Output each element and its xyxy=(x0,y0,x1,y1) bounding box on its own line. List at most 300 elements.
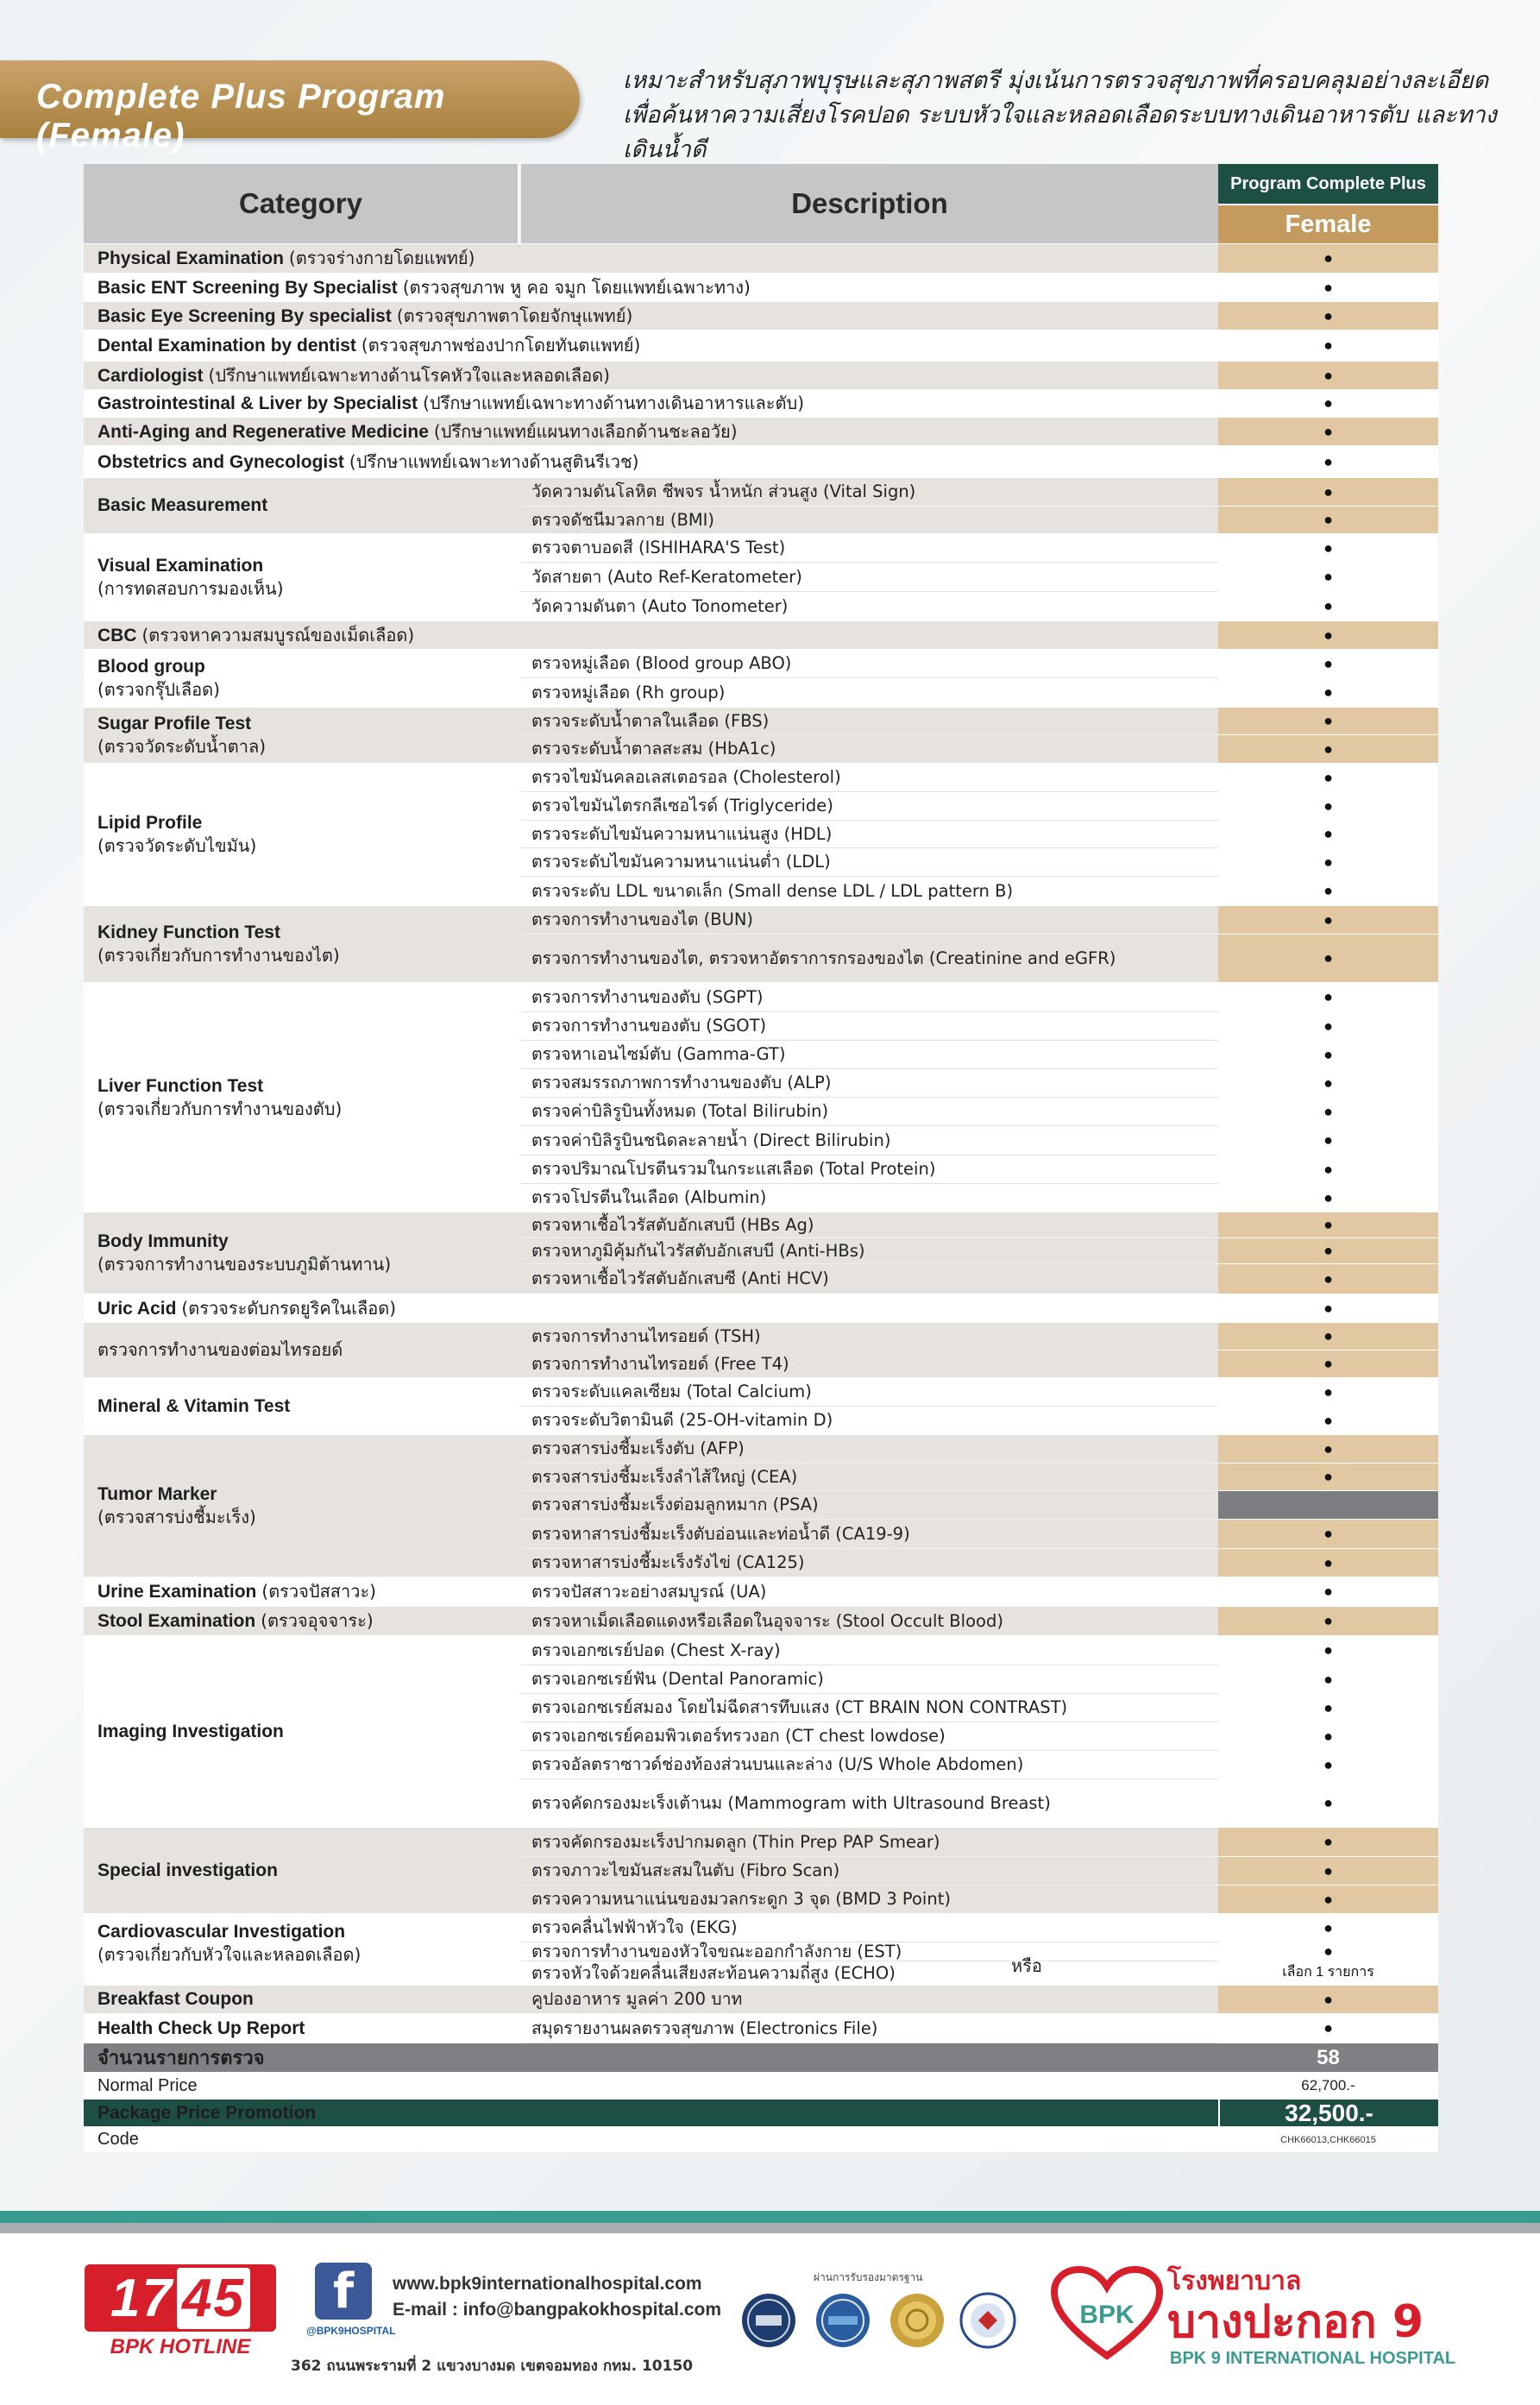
description-line-2: เพื่อค้นหาความเสี่ยงโรคปอด ระบบหัวใจและหลอดเลือดระบบทางเดินอาหารตับ และทางเดินน้ำดี xyxy=(623,102,1497,163)
item-inclusion-mark: เลือก 1 รายการ xyxy=(1218,1961,1438,1986)
row-items xyxy=(521,1323,1438,1378)
row-items xyxy=(521,534,1438,621)
hotline-number-b: 45 xyxy=(177,2268,250,2329)
total-items-row xyxy=(84,2043,1438,2072)
item-description: ตรวจเอกซเรย์สมอง โดยไม่ฉีดสารทึบแสง (CT BRAIN NON CONTRAST) xyxy=(521,1694,1218,1722)
item-inclusion-mark: ● xyxy=(1218,708,1438,735)
promo-price-value: 32,500.- xyxy=(1218,2100,1438,2126)
table-row xyxy=(84,445,1438,477)
row-items xyxy=(521,1986,1438,2014)
table-header xyxy=(84,164,1438,243)
hotline-number xyxy=(85,2264,276,2332)
contact-info xyxy=(393,2271,721,2323)
normal-price-label: Normal Price xyxy=(97,2075,198,2095)
item-row xyxy=(521,1520,1438,1549)
item-description: ตรวจปริมาณโปรตีนรวมในกระแสเลือด (Total Protein) xyxy=(521,1155,1218,1184)
item-inclusion-mark: ● xyxy=(1218,821,1438,848)
promo-price-label: Package Price Promotion xyxy=(97,2102,317,2123)
item-inclusion-mark: ● xyxy=(1218,331,1438,362)
row-category xyxy=(84,906,519,982)
item-description: ตรวจการทำงานของตับ (SGOT) xyxy=(521,1012,1218,1041)
item-row xyxy=(521,1914,1438,1942)
item-row xyxy=(521,1722,1438,1751)
item-description: ตรวจเอกซเรย์ปอด (Chest X-ray) xyxy=(521,1636,1218,1665)
item-description: ตรวจสารบ่งชี้มะเร็งต่อมลูกหมาก (PSA) xyxy=(521,1491,1218,1520)
item-description: วัดสายตา (Auto Ref-Keratometer) xyxy=(521,563,1218,592)
accreditation-seal-icon xyxy=(959,2292,1016,2349)
item-row xyxy=(521,390,1438,418)
facebook-icon[interactable]: f xyxy=(315,2263,372,2320)
row-category xyxy=(84,764,519,905)
item-description: ตรวจระดับน้ำตาลสะสม (HbA1c) xyxy=(521,735,1218,764)
total-items-value: 58 xyxy=(1218,2043,1438,2072)
item-row xyxy=(521,1665,1438,1694)
row-category-subtitle: (ตรวจเกี่ยวกับการทำงานของตับ) xyxy=(97,1098,343,1119)
item-row xyxy=(521,1986,1438,2014)
item-description: ตรวจโปรตีนในเลือด (Albumin) xyxy=(521,1184,1218,1212)
item-inclusion-mark: ● xyxy=(1218,244,1438,274)
item-row xyxy=(521,563,1438,592)
item-inclusion-mark: ● xyxy=(1218,362,1438,390)
row-category-title-line xyxy=(97,1988,519,2011)
row-category-title: Special investigation xyxy=(97,1860,278,1880)
footer xyxy=(0,2233,1540,2405)
item-inclusion-mark: ● xyxy=(1218,983,1438,1012)
row-items xyxy=(521,244,1438,274)
gha-seal-icon xyxy=(740,2292,797,2349)
row-category-subtitle: (การทดสอบการมองเห็น) xyxy=(97,578,284,599)
item-row xyxy=(521,1857,1438,1886)
row-category-title: Urine Examination xyxy=(97,1582,257,1602)
table-row xyxy=(84,1212,1438,1294)
row-category-title: Basic Eye Screening By specialist xyxy=(97,305,392,326)
table-row xyxy=(84,1985,1438,2013)
description-line-1: เหมาะสำหรับสุภาพบุรุษและสุภาพสตรี มุ่งเน้นการตรวจสุขภาพที่ครอบคลุมอย่างละเอียด xyxy=(623,67,1489,94)
row-category-subtitle: (ตรวจอุจจาระ) xyxy=(261,1610,374,1631)
row-category-title: Obstetrics and Gynecologist xyxy=(97,451,344,472)
row-items xyxy=(521,1378,1438,1435)
item-inclusion-mark: ● xyxy=(1218,1155,1438,1184)
item-inclusion-mark: ● xyxy=(1218,1914,1438,1942)
item-inclusion-mark: ● xyxy=(1218,1378,1438,1407)
item-row xyxy=(521,792,1438,821)
row-items xyxy=(521,1212,1438,1294)
table-row xyxy=(84,707,1438,763)
row-items xyxy=(521,274,1438,302)
row-category-subtitle: (ตรวจเกี่ยวกับหัวใจและหลอดเลือด) xyxy=(97,1944,361,1965)
row-category-subtitle: (ตรวจการทำงานของระบบภูมิต้านทาน) xyxy=(97,1254,392,1275)
item-description: ตรวจเอกซเรย์ฟัน (Dental Panoramic) xyxy=(521,1665,1218,1694)
item-description: ตรวจการทำงานของไต (BUN) xyxy=(521,906,1218,935)
item-row xyxy=(521,650,1438,678)
row-category-title: Basic Measurement xyxy=(97,495,268,515)
row-category-title: Health Check Up Report xyxy=(97,2018,305,2038)
item-inclusion-mark: ● xyxy=(1218,877,1438,906)
item-row xyxy=(521,1098,1438,1126)
row-category xyxy=(84,1212,519,1294)
row-items xyxy=(521,418,1438,446)
item-row xyxy=(521,1751,1438,1779)
row-category-title-line xyxy=(97,1338,519,1362)
item-description: ตรวจระดับวิตามินดี (25-OH-vitamin D) xyxy=(521,1407,1218,1435)
row-category-title: Gastrointestinal & Liver by Specialist xyxy=(97,393,418,413)
row-category-title-line xyxy=(97,2018,519,2040)
row-category-title: Anti-Aging and Regenerative Medicine xyxy=(97,421,429,442)
item-inclusion-mark: ● xyxy=(1218,1779,1438,1828)
row-category xyxy=(84,708,519,763)
item-row xyxy=(521,362,1438,390)
item-inclusion-mark: ● xyxy=(1218,446,1438,478)
row-category xyxy=(84,1636,519,1827)
row-category xyxy=(84,1435,519,1577)
normal-price-value: 62,700.- xyxy=(1301,2077,1355,2093)
code-label: Code xyxy=(97,2130,139,2149)
table-row xyxy=(84,763,1438,905)
item-row xyxy=(521,1549,1438,1577)
item-inclusion-mark: ● xyxy=(1218,534,1438,563)
hotline-label: BPK HOTLINE xyxy=(110,2335,251,2358)
item-row xyxy=(521,1012,1438,1041)
item-description: ตรวจอัลตราซาวด์ช่องท้องส่วนบนและล่าง (U/S Whole Abdomen) xyxy=(521,1751,1218,1779)
row-category-title: Kidney Function Test xyxy=(97,922,280,942)
brand-thai-small: โรงพยาบาล xyxy=(1167,2266,1302,2296)
item-description: ตรวจหาภูมิคุ้มกันไวรัสตับอักเสบบี (Anti-HBs) xyxy=(521,1238,1218,1264)
row-category-title: Liver Function Test xyxy=(97,1075,264,1096)
item-description: ตรวจหมู่เลือด (Blood group ABO) xyxy=(521,650,1218,678)
item-row xyxy=(521,507,1438,534)
item-inclusion-mark: ● xyxy=(1218,1435,1438,1464)
header xyxy=(0,54,1540,163)
item-inclusion-mark: ● xyxy=(1218,906,1438,935)
item-description: ตรวจระดับไขมันความหนาแน่นสูง (HDL) xyxy=(521,821,1218,848)
row-category-title-line xyxy=(97,1721,519,1743)
item-inclusion-mark: ● xyxy=(1218,792,1438,821)
row-items xyxy=(521,1914,1438,1986)
item-inclusion-mark: ● xyxy=(1218,274,1438,302)
row-category-title: Imaging Investigation xyxy=(97,1721,284,1741)
item-row xyxy=(521,1491,1438,1520)
item-description: ตรวจการทำงานของตับ (SGPT) xyxy=(521,983,1218,1012)
row-category-subtitle: (ตรวจสารบ่งชี้มะเร็ง) xyxy=(97,1507,256,1527)
item-inclusion-mark: ● xyxy=(1218,764,1438,792)
row-category-subtitle: (ตรวจหาความสมบูรณ์ของเม็ดเลือด) xyxy=(141,624,415,645)
row-category-title: CBC xyxy=(97,625,137,645)
row-items xyxy=(521,983,1438,1212)
item-row xyxy=(521,1350,1438,1378)
row-items xyxy=(521,650,1438,708)
row-category-subtitle: (ตรวจสุขภาพช่องปากโดยทันตแพทย์) xyxy=(361,335,641,356)
item-inclusion-mark: ● xyxy=(1218,1212,1438,1238)
item-inclusion-mark: ● xyxy=(1218,848,1438,877)
item-row xyxy=(521,1828,1438,1857)
row-category-title: Stool Examination xyxy=(97,1611,256,1631)
row-category-title: Physical Examination xyxy=(97,249,284,268)
item-inclusion-mark: ● xyxy=(1218,1607,1438,1636)
row-category-title: Blood group xyxy=(97,657,205,677)
item-row xyxy=(521,274,1438,302)
item-row xyxy=(521,418,1438,446)
row-category-subtitle: (ตรวจเกี่ยวกับการทำงานของไต) xyxy=(97,945,340,966)
row-category-title-line xyxy=(97,812,519,834)
footer-band-teal xyxy=(0,2211,1540,2223)
item-row xyxy=(521,1126,1438,1155)
item-inclusion-mark: ● xyxy=(1218,1238,1438,1264)
row-category xyxy=(84,478,519,533)
table-row xyxy=(84,1913,1438,1985)
row-items xyxy=(521,302,1438,331)
table-row xyxy=(84,1294,1438,1322)
item-description: ตรวจไขมันไตรกลีเซอไรด์ (Triglyceride) xyxy=(521,792,1218,821)
item-description: ตรวจระดับน้ำตาลในเลือด (FBS) xyxy=(521,708,1218,735)
item-row xyxy=(521,1961,1438,1986)
table-row xyxy=(84,1827,1438,1913)
table-row xyxy=(84,620,1438,649)
brand-english: BPK 9 INTERNATIONAL HOSPITAL xyxy=(1170,2349,1456,2368)
row-category xyxy=(84,534,519,620)
item-row xyxy=(521,621,1438,650)
item-description: ตรวจหาเชื้อไวรัสตับอักเสบบี (HBs Ag) xyxy=(521,1212,1218,1238)
row-category-title: Breakfast Coupon xyxy=(97,1989,254,2009)
row-category-subtitle: (ตรวจกรุ๊ปเลือด) xyxy=(97,679,220,700)
row-items xyxy=(521,331,1438,362)
item-description: ตรวจปัสสาวะอย่างสมบูรณ์ (UA) xyxy=(521,1577,1218,1607)
row-category-subtitle: (ตรวจสุขภาพ หู คอ จมูก โดยแพทย์เฉพาะทาง) xyxy=(402,276,751,298)
item-row xyxy=(521,1041,1438,1069)
table-row xyxy=(84,477,1438,533)
row-items xyxy=(521,1294,1438,1323)
item-row xyxy=(521,1323,1438,1350)
row-category-subtitle: (ตรวจสุขภาพตาโดยจักษุแพทย์) xyxy=(396,305,633,326)
row-category-title-line xyxy=(97,1395,519,1418)
row-category-subtitle: (ปรึกษาแพทย์เฉพาะทางด้านทางเดินอาหารและตับ) xyxy=(423,393,804,413)
row-category-title-line xyxy=(97,1609,519,1633)
item-inclusion-mark: ● xyxy=(1218,1828,1438,1857)
item-description: ตรวจการทำงานของไต, ตรวจหาอัตราการกรองของไต (Creatinine and eGFR) xyxy=(521,935,1218,983)
email-link[interactable]: E-mail : info@bangpakokhospital.com xyxy=(393,2300,722,2320)
item-description: ตรวจหาเชื้อไวรัสตับอักเสบซี (Anti HCV) xyxy=(521,1264,1218,1294)
item-row xyxy=(521,1407,1438,1435)
item-row xyxy=(521,534,1438,563)
item-inclusion-mark: ● xyxy=(1218,621,1438,650)
item-row xyxy=(521,1155,1438,1184)
item-description: ตรวจหาเอนไซม์ตับ (Gamma-GT) xyxy=(521,1041,1218,1069)
item-inclusion-mark: ● xyxy=(1218,1665,1438,1694)
table-row xyxy=(84,1577,1438,1606)
item-description: ตรวจความหนาแน่นของมวลกระดูก 3 จุด (BMD 3 Point) xyxy=(521,1886,1218,1914)
table-row xyxy=(84,301,1438,330)
row-category-title: Visual Examination xyxy=(97,556,264,576)
item-description: ตรวจภาวะไขมันสะสมในตับ (Fibro Scan) xyxy=(521,1857,1218,1886)
row-category-title-line xyxy=(97,1075,519,1098)
item-inclusion-mark: ● xyxy=(1218,1722,1438,1751)
item-inclusion-mark: ● xyxy=(1218,302,1438,331)
row-category-title: ตรวจการทำงานของต่อมไทรอยด์ xyxy=(97,1339,343,1360)
item-row xyxy=(521,1264,1438,1294)
item-inclusion-mark: ● xyxy=(1218,1350,1438,1378)
or-label: หรือ xyxy=(1011,1955,1042,1976)
item-description: ตรวจระดับ LDL ขนาดเล็ก (Small dense LDL / LDL pattern B) xyxy=(521,877,1218,906)
row-items xyxy=(521,1435,1438,1577)
item-description: ตรวจตาบอดสี (ISHIHARA'S Test) xyxy=(521,534,1218,563)
row-category-title-line xyxy=(97,1921,519,1943)
row-category-title: Mineral & Vitamin Test xyxy=(97,1395,291,1416)
item-row xyxy=(521,1184,1438,1212)
certification-label: ผ่านการรับรองมาตรฐาน xyxy=(814,2271,923,2283)
row-category-title: Dental Examination by dentist xyxy=(97,336,356,356)
item-row xyxy=(521,848,1438,877)
row-category-subtitle: (ตรวจปัสสาวะ) xyxy=(261,1581,376,1602)
row-category xyxy=(84,1378,519,1434)
item-inclusion-mark: ● xyxy=(1218,678,1438,708)
row-category-title-line xyxy=(97,555,519,577)
row-category-subtitle: (ตรวจระดับกรดยูริคในเลือด) xyxy=(181,1297,397,1319)
row-category xyxy=(84,1323,519,1377)
row-category xyxy=(84,1607,519,1635)
row-category-title-line xyxy=(97,1860,519,1882)
item-inclusion-mark: ● xyxy=(1218,735,1438,764)
row-category-title: Sugar Profile Test xyxy=(97,714,252,733)
row-category xyxy=(84,983,519,1212)
item-inclusion-mark: ● xyxy=(1218,1264,1438,1294)
item-row xyxy=(521,708,1438,735)
hotline-badge[interactable] xyxy=(85,2264,276,2359)
item-inclusion-mark: ● xyxy=(1218,1294,1438,1323)
item-row xyxy=(521,1694,1438,1722)
table-row xyxy=(84,1377,1438,1434)
website-link[interactable]: www.bpk9internationalhospital.com xyxy=(393,2274,702,2294)
item-row xyxy=(521,1636,1438,1665)
item-row xyxy=(521,478,1438,507)
item-description: ตรวจไขมันคลอเลสเตอรอล (Cholesterol) xyxy=(521,764,1218,792)
normal-price-row xyxy=(84,2072,1438,2099)
item-row xyxy=(521,906,1438,935)
bpk-heart-logo-icon xyxy=(1051,2266,1163,2361)
item-inclusion-mark: ● xyxy=(1218,1857,1438,1886)
item-inclusion-mark: ● xyxy=(1218,1751,1438,1779)
footer-band-grey xyxy=(0,2223,1540,2233)
item-row xyxy=(521,735,1438,764)
code-row xyxy=(84,2126,1438,2152)
item-description: ตรวจคัดกรองมะเร็งปากมดลูก (Thin Prep PAP Smear) xyxy=(521,1828,1218,1857)
item-row xyxy=(521,1886,1438,1914)
table-row xyxy=(84,273,1438,301)
item-inclusion-mark: ● xyxy=(1218,1577,1438,1607)
jci-gold-seal-icon xyxy=(889,2292,946,2349)
item-description: ตรวจหัวใจด้วยคลื่นเสียงสะท้อนความถี่สูง (ECHO) xyxy=(521,1961,1218,1986)
row-category xyxy=(84,1577,519,1606)
item-description: ตรวจสมรรถภาพการทำงานของตับ (ALP) xyxy=(521,1069,1218,1098)
row-category-subtitle: (ปรึกษาแพทย์แผนทางเลือกด้านชะลอวัย) xyxy=(433,420,738,442)
row-category-title: Body Immunity xyxy=(97,1231,229,1251)
row-category-subtitle: (ปรึกษาแพทย์เฉพาะทางด้านโรคหัวใจและหลอดเลือด) xyxy=(208,364,610,386)
item-row xyxy=(521,1069,1438,1098)
item-description: วัดความดันตา (Auto Tonometer) xyxy=(521,592,1218,621)
row-category xyxy=(84,1828,519,1913)
address: 362 ถนนพระรามที่ 2 แขวงบางมด เขตจอมทอง กทม. 10150 xyxy=(291,2358,694,2375)
table-row xyxy=(84,243,1438,273)
column-header-program-variant: Female xyxy=(1218,204,1438,243)
row-category-title: Lipid Profile xyxy=(97,813,203,833)
row-category xyxy=(84,1914,519,1985)
item-row xyxy=(521,983,1438,1012)
row-items xyxy=(521,1828,1438,1914)
gha-covid-seal-icon xyxy=(814,2292,871,2349)
row-category-title: Cardiologist xyxy=(97,365,204,386)
row-items xyxy=(521,362,1438,390)
row-category-title-line xyxy=(97,1483,519,1506)
item-inclusion-mark: ● xyxy=(1218,478,1438,507)
item-inclusion-mark: ● xyxy=(1218,1520,1438,1549)
item-row xyxy=(521,1577,1438,1607)
item-inclusion-mark: ● xyxy=(1218,650,1438,678)
item-row xyxy=(521,678,1438,708)
table-row xyxy=(84,417,1438,445)
program-title: Complete Plus Program (Female) xyxy=(36,78,446,154)
brand-thai-big: บางปะกอก 9 xyxy=(1167,2296,1424,2348)
item-description: ตรวจหาสารบ่งชี้มะเร็งตับอ่อนและท่อน้ำดี (CA19-9) xyxy=(521,1520,1218,1549)
promo-price-row xyxy=(84,2099,1438,2126)
row-category-title-line xyxy=(97,494,519,517)
item-description: ตรวจการทำงานไทรอยด์ (TSH) xyxy=(521,1323,1218,1350)
facebook-handle[interactable]: @BPK9HOSPITAL xyxy=(306,2325,396,2337)
item-row xyxy=(521,821,1438,848)
item-inclusion-mark: ● xyxy=(1218,1407,1438,1435)
item-description: ตรวจค่าบิลิรูบินชนิดละลายน้ำ (Direct Bilirubin) xyxy=(521,1126,1218,1155)
item-inclusion-mark: ● xyxy=(1218,592,1438,621)
item-row xyxy=(521,331,1438,362)
item-row xyxy=(521,244,1438,274)
item-description: ตรวจหาสารบ่งชี้มะเร็งรังไข่ (CA125) xyxy=(521,1549,1218,1577)
table-row xyxy=(84,389,1438,417)
row-category-subtitle: (ตรวจวัดระดับไขมัน) xyxy=(97,835,257,856)
item-inclusion-mark: ● xyxy=(1218,1942,1438,1961)
item-row xyxy=(521,1294,1438,1323)
table-row xyxy=(84,982,1438,1212)
item-inclusion-mark: ● xyxy=(1218,1323,1438,1350)
table-row xyxy=(84,905,1438,982)
row-category-title: Uric Acid xyxy=(97,1298,177,1319)
row-items xyxy=(521,1636,1438,1828)
item-row xyxy=(521,1607,1438,1636)
item-description: วัดความดันโลหิต ชีพจร น้ำหนัก ส่วนสูง (Vital Sign) xyxy=(521,478,1218,507)
program-description xyxy=(623,64,1529,167)
item-inclusion-mark: ● xyxy=(1218,1126,1438,1155)
item-inclusion-mark: ● xyxy=(1218,1069,1438,1098)
code-value: CHK66013,CHK66015 xyxy=(1280,2134,1376,2145)
item-row xyxy=(521,1942,1438,1961)
table-row xyxy=(84,361,1438,389)
row-category-subtitle: (ตรวจวัดระดับน้ำตาล) xyxy=(97,736,267,757)
table-row xyxy=(84,649,1438,707)
item-row xyxy=(521,1238,1438,1264)
item-inclusion-mark: ● xyxy=(1218,1694,1438,1722)
item-row xyxy=(521,935,1438,983)
item-inclusion-mark: ● xyxy=(1218,1012,1438,1041)
item-inclusion-mark: ● xyxy=(1218,563,1438,592)
item-row xyxy=(521,1435,1438,1464)
row-category-title: Cardiovascular Investigation xyxy=(97,1922,346,1942)
table-row xyxy=(84,330,1438,361)
row-items xyxy=(521,708,1438,764)
item-row xyxy=(521,1779,1438,1828)
row-category-subtitle: (ปรึกษาแพทย์เฉพาะทางด้านสูตินรีเวช) xyxy=(349,450,639,472)
row-category-title: Basic ENT Screening By Specialist xyxy=(97,277,398,298)
item-inclusion-mark: ● xyxy=(1218,1098,1438,1126)
item-row xyxy=(521,877,1438,906)
row-items xyxy=(521,390,1438,418)
row-category xyxy=(84,650,519,707)
table-row xyxy=(84,1635,1438,1827)
